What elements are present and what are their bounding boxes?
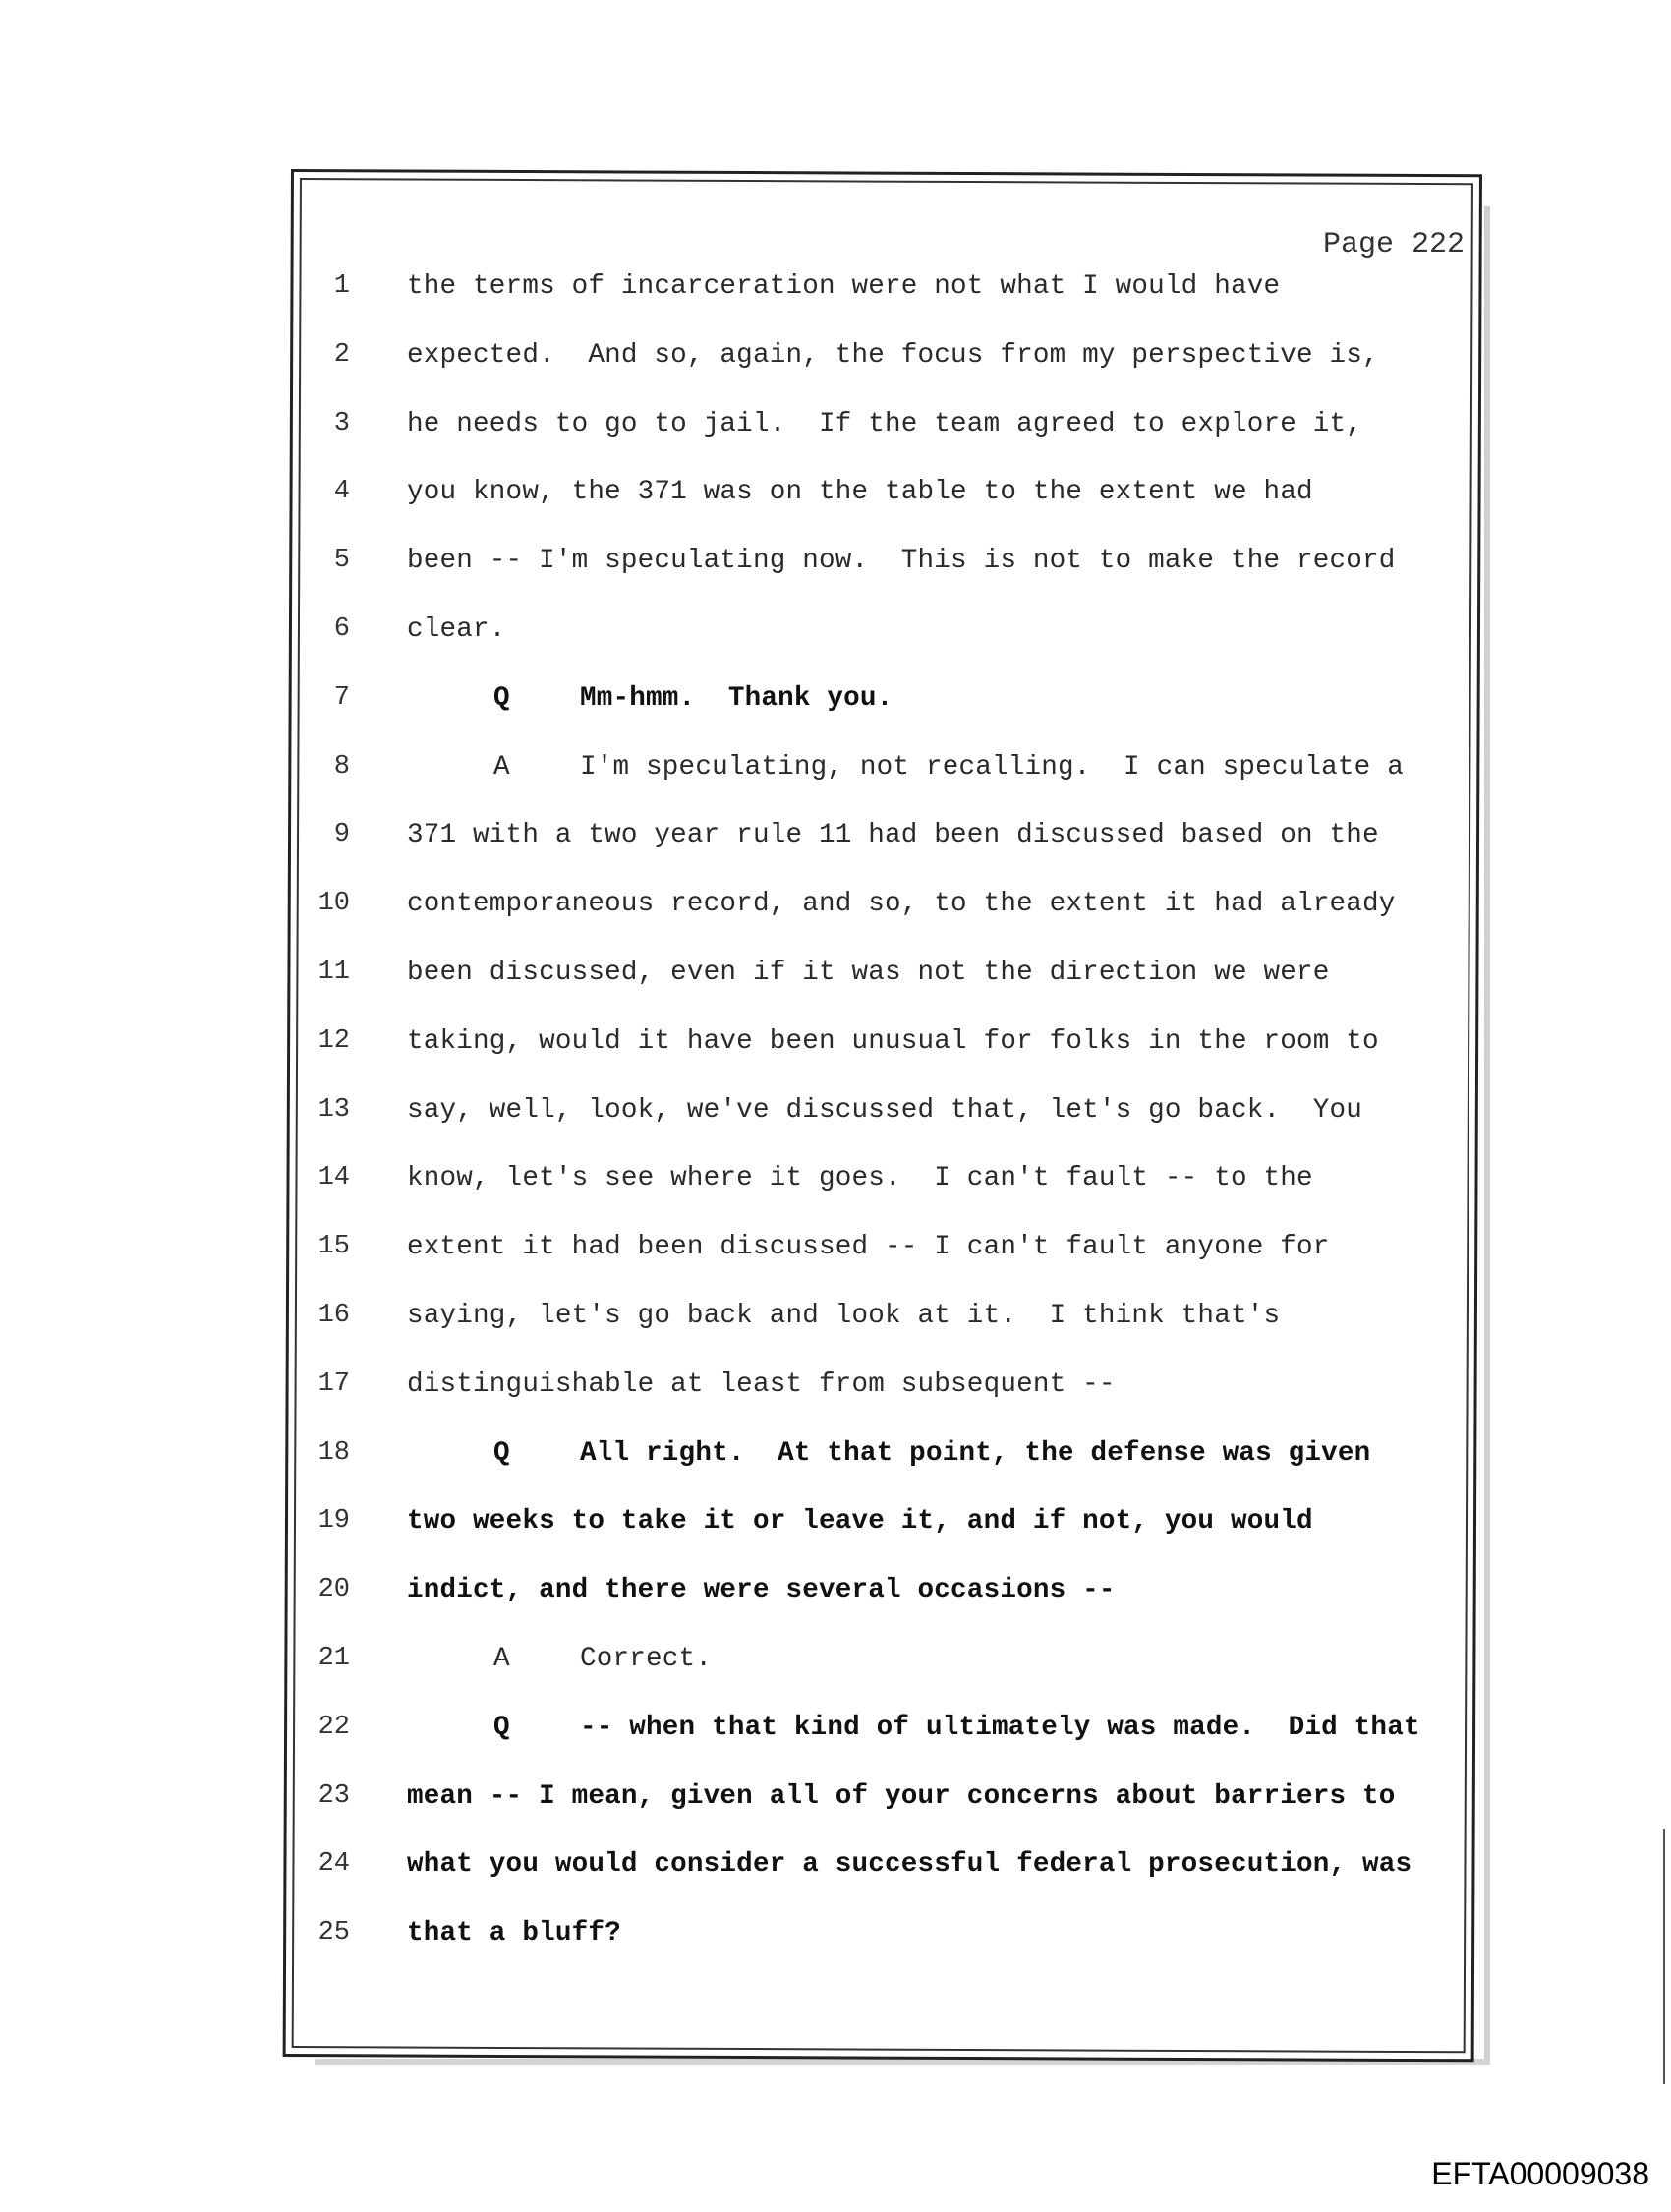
line-number: 25 bbox=[317, 1918, 350, 1948]
transcript-line bbox=[0, 1369, 1671, 1413]
line-number: 8 bbox=[333, 752, 350, 782]
speaker-label: A bbox=[493, 1644, 510, 1674]
transcript-line bbox=[0, 683, 1671, 727]
line-text: the terms of incarceration were not what I would have bbox=[407, 271, 1281, 302]
bates-number: EFTA00009038 bbox=[1431, 2156, 1649, 2191]
line-number: 10 bbox=[317, 889, 350, 918]
transcript-line bbox=[0, 958, 1671, 1001]
line-number: 14 bbox=[317, 1163, 350, 1193]
speaker-label: Q bbox=[493, 1713, 510, 1743]
line-number: 9 bbox=[333, 820, 350, 849]
line-text: saying, let's go back and look at it. I think that's bbox=[407, 1301, 1281, 1331]
scan-edge-mark bbox=[1663, 1829, 1665, 2084]
line-text: know, let's see where it goes. I can't fault -- to the bbox=[407, 1163, 1313, 1193]
line-number: 1 bbox=[333, 271, 350, 301]
line-text: been discussed, even if it was not the direction we were bbox=[407, 958, 1330, 988]
line-text: Mm-hmm. Thank you. bbox=[580, 683, 893, 714]
line-number: 7 bbox=[333, 683, 350, 713]
line-number: 19 bbox=[317, 1506, 350, 1536]
line-number: 23 bbox=[317, 1781, 350, 1811]
line-text: clear. bbox=[407, 614, 506, 645]
line-text: All right. At that point, the defense was given bbox=[580, 1438, 1371, 1469]
line-number: 20 bbox=[317, 1575, 350, 1604]
line-text: what you would consider a successful federal prosecution, was bbox=[407, 1849, 1412, 1880]
transcript-line bbox=[0, 1713, 1671, 1756]
line-number: 15 bbox=[317, 1232, 350, 1261]
line-number: 13 bbox=[317, 1095, 350, 1125]
transcript-line bbox=[0, 546, 1671, 589]
line-number: 12 bbox=[317, 1026, 350, 1056]
transcript-line bbox=[0, 1781, 1671, 1825]
line-text: he needs to go to jail. If the team agreed to explore it, bbox=[407, 409, 1363, 439]
transcript-line bbox=[0, 752, 1671, 795]
transcript-line bbox=[0, 1163, 1671, 1206]
line-text: -- when that kind of ultimately was made. Did that bbox=[580, 1713, 1420, 1743]
transcript-line bbox=[0, 1918, 1671, 1961]
line-text: 371 with a two year rule 11 had been discussed based on the bbox=[407, 820, 1379, 850]
line-number: 18 bbox=[317, 1438, 350, 1468]
line-number: 22 bbox=[317, 1713, 350, 1742]
line-number: 3 bbox=[333, 409, 350, 438]
page-label: Page 222 bbox=[1322, 228, 1465, 262]
transcript-line bbox=[0, 1849, 1671, 1892]
speaker-label: Q bbox=[493, 683, 510, 714]
line-number: 4 bbox=[333, 477, 350, 506]
line-number: 5 bbox=[333, 546, 350, 575]
speaker-label: Q bbox=[493, 1438, 510, 1469]
transcript-line bbox=[0, 271, 1671, 315]
line-text: extent it had been discussed -- I can't fault anyone for bbox=[407, 1232, 1330, 1262]
transcript-line bbox=[0, 1506, 1671, 1549]
line-text: taking, would it have been unusual for folks in the room to bbox=[407, 1026, 1379, 1057]
transcript-line bbox=[0, 1301, 1671, 1344]
transcript-line bbox=[0, 820, 1671, 863]
line-text: two weeks to take it or leave it, and if not, you would bbox=[407, 1506, 1313, 1537]
transcript-line bbox=[0, 1026, 1671, 1070]
transcript-line bbox=[0, 1438, 1671, 1482]
line-text: you know, the 371 was on the table to the extent we had bbox=[407, 477, 1313, 507]
transcript-line bbox=[0, 1644, 1671, 1687]
line-text: mean -- I mean, given all of your concerns about barriers to bbox=[407, 1781, 1396, 1812]
transcript-line bbox=[0, 1095, 1671, 1138]
line-number: 2 bbox=[333, 340, 350, 370]
line-number: 24 bbox=[317, 1849, 350, 1879]
line-text: been -- I'm speculating now. This is not to make the record bbox=[407, 546, 1396, 576]
transcript-line bbox=[0, 1232, 1671, 1275]
transcript-line bbox=[0, 1575, 1671, 1618]
transcript-line bbox=[0, 889, 1671, 932]
line-text: distinguishable at least from subsequent -- bbox=[407, 1369, 1116, 1400]
line-number: 11 bbox=[317, 958, 350, 987]
line-text: indict, and there were several occasions -- bbox=[407, 1575, 1116, 1605]
transcript-line bbox=[0, 340, 1671, 383]
line-text: Correct. bbox=[580, 1644, 713, 1674]
speaker-label: A bbox=[493, 752, 510, 783]
line-text: I'm speculating, not recalling. I can speculate a bbox=[580, 752, 1404, 783]
transcript-line bbox=[0, 614, 1671, 658]
transcript-line bbox=[0, 409, 1671, 452]
line-number: 21 bbox=[317, 1644, 350, 1673]
line-number: 16 bbox=[317, 1301, 350, 1330]
transcript-line bbox=[0, 477, 1671, 520]
line-text: that a bluff? bbox=[407, 1918, 621, 1949]
line-text: say, well, look, we've discussed that, let's go back. You bbox=[407, 1095, 1363, 1126]
line-number: 17 bbox=[317, 1369, 350, 1399]
line-number: 6 bbox=[333, 614, 350, 644]
line-text: expected. And so, again, the focus from my perspective is, bbox=[407, 340, 1379, 371]
line-text: contemporaneous record, and so, to the extent it had already bbox=[407, 889, 1396, 919]
